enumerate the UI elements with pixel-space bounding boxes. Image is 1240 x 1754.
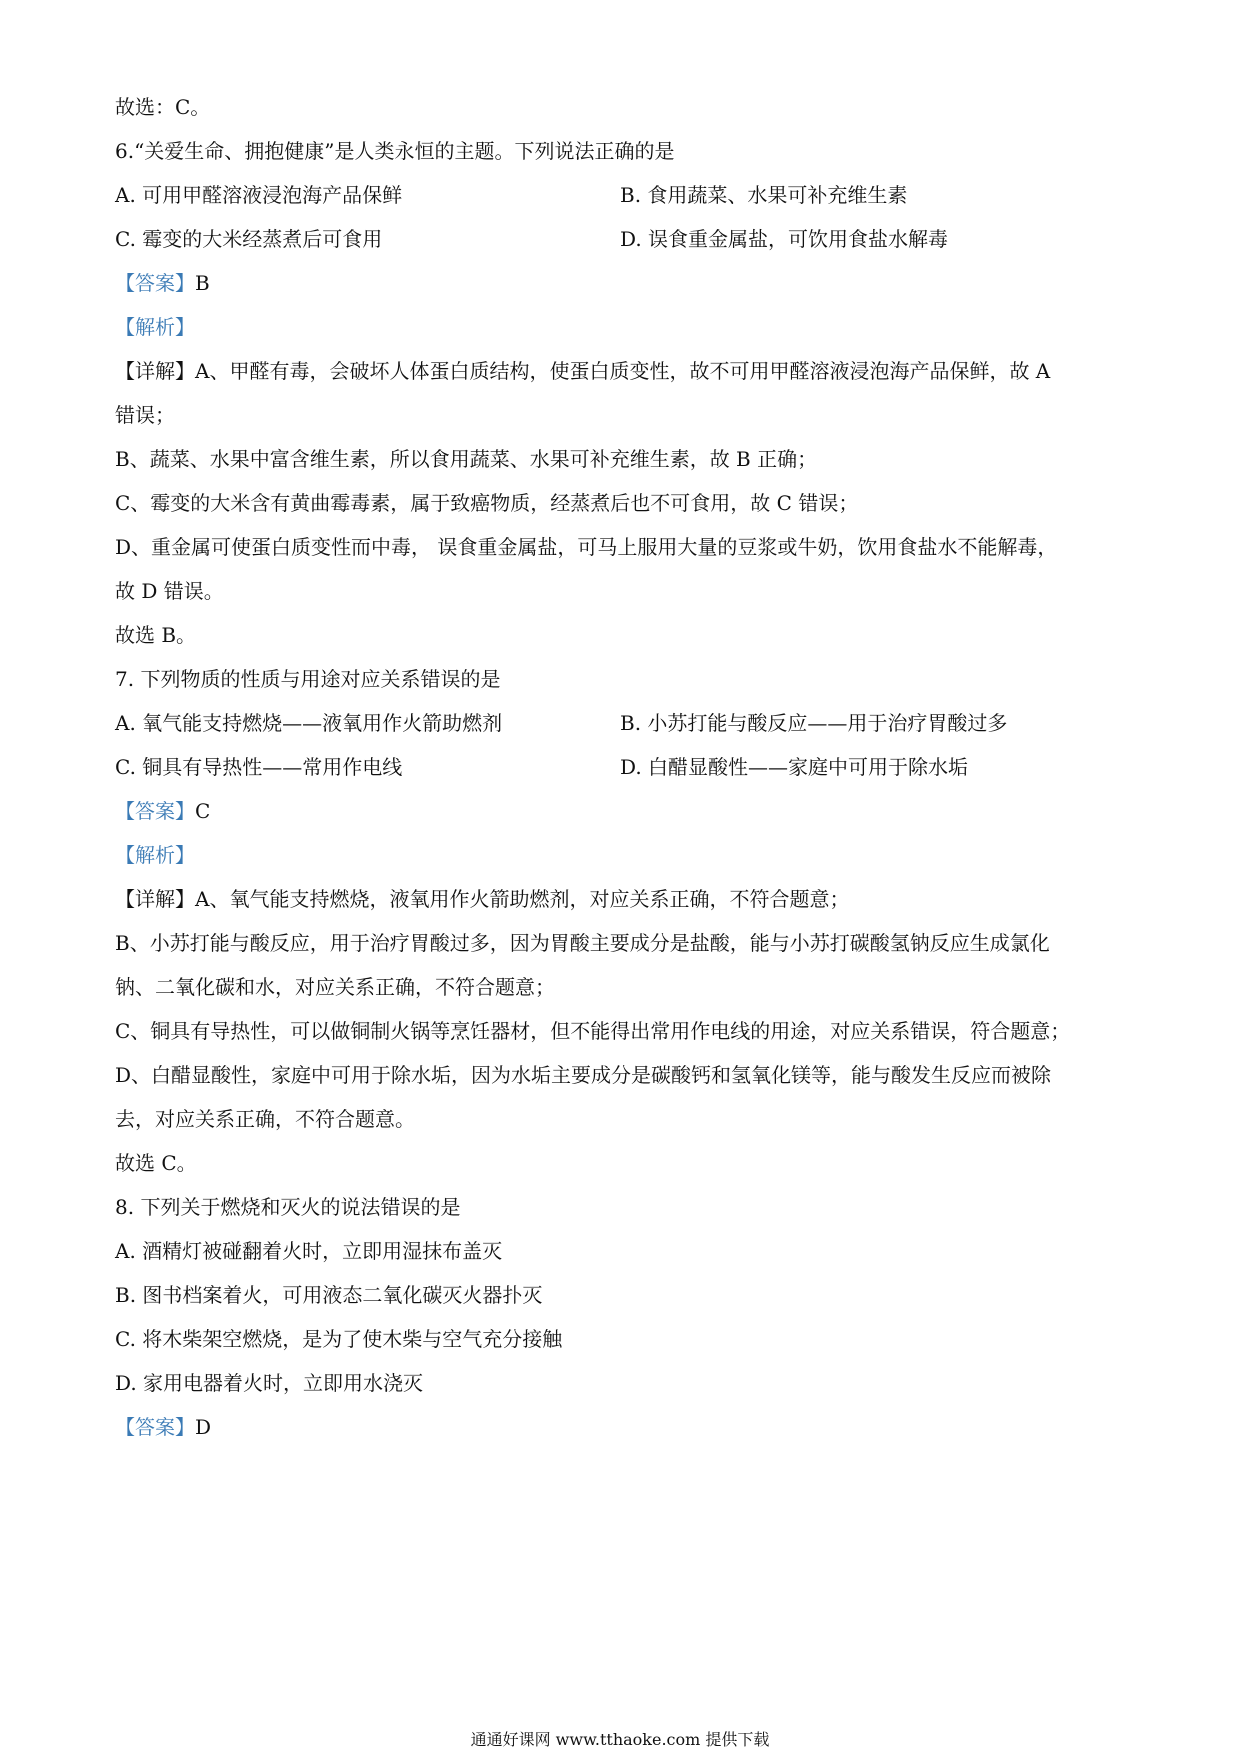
answer-value: D xyxy=(195,1415,212,1439)
text-line: 故选 C。 xyxy=(115,1151,197,1175)
detail-text: A、氧气能支持燃烧，液氧用作火箭助燃剂，对应关系正确，不符合题意； xyxy=(195,887,850,911)
text-line: 钠、二氧化碳和水，对应关系正确，不符合题意； xyxy=(115,975,555,999)
analysis-label: 【解析】 xyxy=(115,315,195,339)
option-b: B. 图书档案着火，可用液态二氧化碳灭火器扑灭 xyxy=(115,1283,543,1307)
detail-label: 【详解】 xyxy=(115,887,195,911)
answer-label: 【答案】 xyxy=(115,1415,195,1439)
analysis-label: 【解析】 xyxy=(115,843,195,867)
option-d: D. 家用电器着火时，立即用水浇灭 xyxy=(115,1371,424,1395)
option-b: B. 食用蔬菜、水果可补充维生素 xyxy=(620,183,908,207)
analysis-line xyxy=(115,840,1135,870)
option-d: D. 误食重金属盐，可饮用食盐水解毒 xyxy=(620,227,949,251)
answer-line xyxy=(115,1412,1135,1442)
option-c: C. 铜具有导热性——常用作电线 xyxy=(115,755,403,779)
analysis-line xyxy=(115,312,1135,342)
answer-line xyxy=(115,268,1135,298)
question-6: 6.“关爱生命、拥抱健康”是人类永恒的主题。下列说法正确的是 xyxy=(115,139,675,163)
text-line: B、蔬菜、水果中富含维生素，所以食用蔬菜、水果可补充维生素，故 B 正确； xyxy=(115,447,818,471)
text-line: 去，对应关系正确，不符合题意。 xyxy=(115,1107,415,1131)
option-a: A. 可用甲醛溶液浸泡海产品保鲜 xyxy=(115,183,403,207)
detail-label: 【详解】 xyxy=(115,359,195,383)
question-7: 7. 下列物质的性质与用途对应关系错误的是 xyxy=(115,667,501,691)
text-line: B、小苏打能与酸反应，用于治疗胃酸过多，因为胃酸主要成分是盐酸，能与小苏打碳酸氢钠反应生成氯化 xyxy=(115,931,1050,955)
answer-line xyxy=(115,796,1135,826)
option-c: C. 霉变的大米经蒸煮后可食用 xyxy=(115,227,383,251)
answer-value: C xyxy=(195,799,211,823)
question-8: 8. 下列关于燃烧和灭火的说法错误的是 xyxy=(115,1195,461,1219)
option-d: D. 白醋显酸性——家庭中可用于除水垢 xyxy=(620,755,969,779)
detail-text: A、甲醛有毒，会破坏人体蛋白质结构，使蛋白质变性，故不可用甲醛溶液浸泡海产品保鲜，故 A xyxy=(195,359,1051,383)
text-line: C、霉变的大米含有黄曲霉毒素，属于致癌物质，经蒸煮后也不可食用，故 C 错误； xyxy=(115,491,859,515)
page-footer: 通通好课网 www.tthaoke.com 提供下载 xyxy=(470,1730,770,1749)
text-line: 故选：C。 xyxy=(115,95,211,119)
text-line: 错误； xyxy=(115,403,175,427)
answer-label: 【答案】 xyxy=(115,799,195,823)
detail-line xyxy=(115,356,1135,386)
option-c: C. 将木柴架空燃烧，是为了使木柴与空气充分接触 xyxy=(115,1327,563,1351)
option-a: A. 酒精灯被碰翻着火时，立即用湿抹布盖灭 xyxy=(115,1239,503,1263)
text-line: 故 D 错误。 xyxy=(115,579,224,603)
answer-label: 【答案】 xyxy=(115,271,195,295)
text-line: 故选 B。 xyxy=(115,623,197,647)
text-line: D、重金属可使蛋白质变性而中毒， 误食重金属盐，可马上服用大量的豆浆或牛奶，饮用食盐水不能解毒， xyxy=(115,535,1058,559)
option-a: A. 氧气能支持燃烧——液氧用作火箭助燃剂 xyxy=(115,711,503,735)
answer-value: B xyxy=(195,271,210,295)
text-line: D、白醋显酸性，家庭中可用于除水垢，因为水垢主要成分是碳酸钙和氢氧化镁等，能与酸发生反应而被除 xyxy=(115,1063,1052,1087)
detail-line xyxy=(115,884,1135,914)
text-line: C、铜具有导热性，可以做铜制火锅等烹饪器材，但不能得出常用作电线的用途，对应关系错误，符合题意； xyxy=(115,1019,1071,1043)
option-b: B. 小苏打能与酸反应——用于治疗胃酸过多 xyxy=(620,711,1008,735)
